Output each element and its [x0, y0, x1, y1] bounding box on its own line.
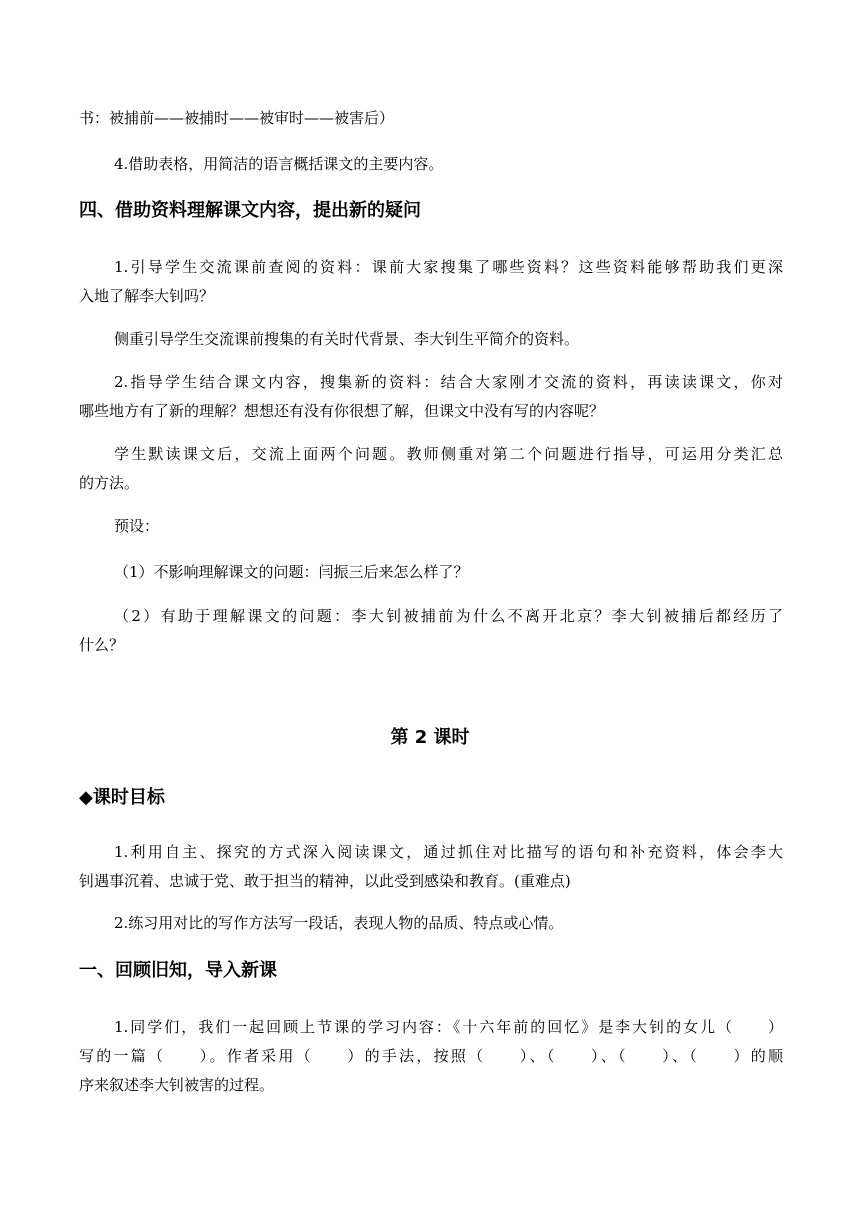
paragraph-continuation: [0, 108, 860, 128]
preset-item-2-line-1: [0, 606, 860, 626]
paragraph-2: [0, 329, 860, 349]
paragraph-4-line-2: [0, 473, 860, 493]
paragraph-text: 书：被捕前——被捕时——被审时——被害后）: [79, 109, 395, 127]
paragraph-text: 入地了解李大钊吗？: [79, 287, 215, 305]
paragraph-text: 写的一篇（ ）。作者采用（ ）的手法，按照（ ）、（ ）、（ ）、（ ）的顺: [79, 1047, 783, 1065]
paragraph-1-line-1: [0, 257, 860, 277]
preset-item-2-line-2: [0, 635, 860, 655]
goal-2: [0, 913, 860, 933]
section-1-paragraph-line-2: [0, 1046, 860, 1066]
preset-label: [0, 516, 860, 536]
preset-item-1: [0, 562, 860, 582]
paragraph-text: 1.利用自主、探究的方式深入阅读课文，通过抓住对比描写的语句和补充资料，体会李大: [114, 843, 783, 861]
paragraph-text: 哪些地方有了新的理解？想想还有没有你很想了解，但课文中没有写的内容呢？: [79, 402, 605, 420]
paragraph-1-line-2: [0, 286, 860, 306]
paragraph-text: 2.练习用对比的写作方法写一段话，表现人物的品质、特点或心情。: [114, 914, 564, 932]
paragraph-text: 的方法。: [79, 474, 140, 492]
paragraph-text: 侧重引导学生交流课前搜集的有关时代背景、李大钊生平简介的资料。: [114, 330, 580, 348]
paragraph-text: 学生默读课文后，交流上面两个问题。教师侧重对第二个问题进行指导，可运用分类汇总: [114, 445, 783, 463]
lesson-title: 第 2 课时: [390, 727, 470, 748]
section-1-paragraph-line-3: [0, 1075, 860, 1095]
paragraph-text: （1）不影响理解课文的问题：闫振三后来怎么样了？: [114, 563, 469, 581]
paragraph-text: （2）有助于理解课文的问题：李大钊被捕前为什么不离开北京？李大钊被捕后都经历了: [114, 607, 783, 625]
paragraph-3-line-1: [0, 372, 860, 392]
goals-heading: ◆课时目标: [79, 787, 165, 808]
paragraph-text: 预设：: [114, 517, 160, 535]
paragraph-text: 1.引导学生交流课前查阅的资料：课前大家搜集了哪些资料？这些资料能够帮助我们更深: [114, 258, 783, 276]
paragraph-3-line-2: [0, 401, 860, 421]
goal-1-line-1: [0, 842, 860, 862]
paragraph-text: 2.指导学生结合课文内容，搜集新的资料：结合大家刚才交流的资料，再读读课文，你对: [114, 373, 783, 391]
section-heading-4: 四、借助资料理解课文内容，提出新的疑问: [79, 200, 421, 221]
paragraph-text: 钊遇事沉着、忠诚于党、敢于担当的精神，以此受到感染和教育。(重难点): [79, 872, 571, 890]
paragraph-text: 序来叙述李大钊被害的过程。: [79, 1076, 275, 1094]
paragraph-text: 1.同学们，我们一起回顾上节课的学习内容：《十六年前的回忆》是李大钊的女儿（ ）: [114, 1018, 783, 1036]
section-heading-1: 一、回顾旧知，导入新课: [79, 960, 277, 981]
paragraph-text: 4.借助表格，用简洁的语言概括课文的主要内容。: [114, 155, 444, 173]
paragraph-text: 什么？: [79, 636, 125, 654]
goal-1-line-2: [0, 871, 860, 891]
section-1-paragraph-line-1: [0, 1017, 860, 1037]
list-item-4: [0, 154, 860, 174]
paragraph-4-line-1: [0, 444, 860, 464]
